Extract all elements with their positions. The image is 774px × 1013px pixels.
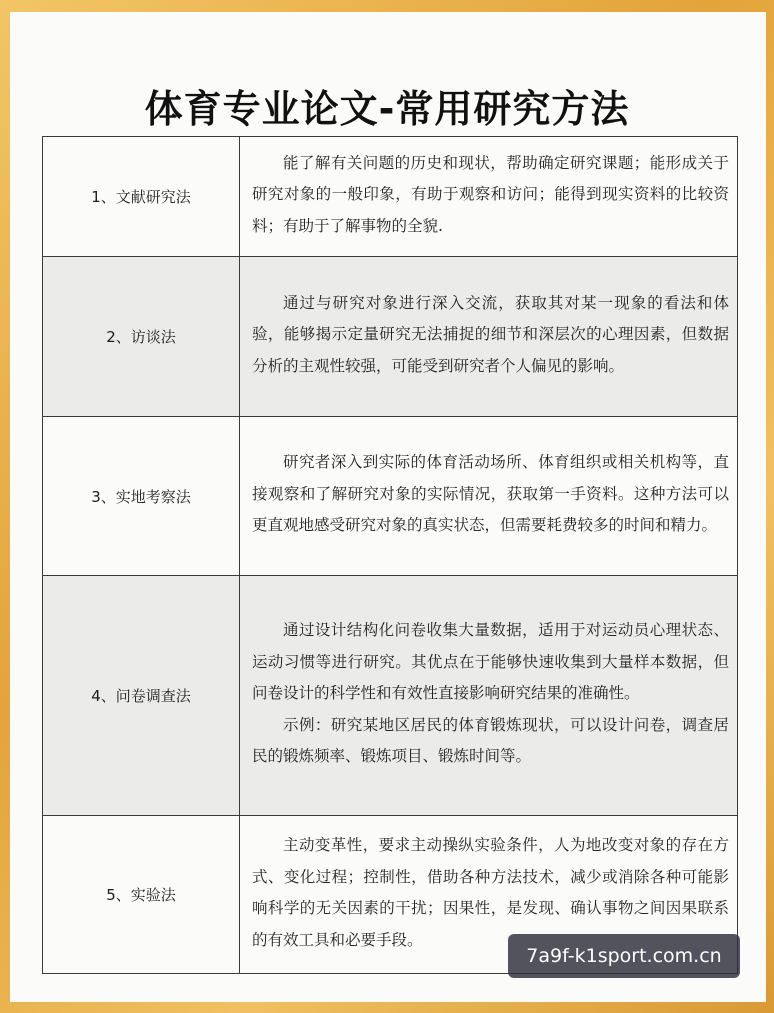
method-description [240,257,738,417]
description-paragraph: 通过设计结构化问卷收集大量数据，适用于对运动员心理状态、运动习惯等进行研究。其优点在于能够快速收集到大量样本数据，但问卷设计的科学性和有效性直接影响研究结果的准确性。 [252,621,729,703]
method-description [240,417,738,576]
watermark-label: 7a9f-k1sport.com.cn [508,934,740,978]
method-name: 2、访谈法 [43,257,240,417]
description-paragraph: 研究者深入到实际的体育活动场所、体育组织或相关机构等，直接观察和了解研究对象的实际情况，获取第一手资料。这种方法可以更直观地感受研究对象的真实状态，但需要耗费较多的时间和精力。 [252,453,729,535]
description-paragraph: 通过与研究对象进行深入交流，获取其对某一现象的看法和体验，能够揭示定量研究无法捕捉的细节和深层次的心理因素，但数据分析的主观性较强，可能受到研究者个人偏见的影响。 [252,293,729,375]
method-name: 1、文献研究法 [43,137,240,257]
table-row [43,257,738,417]
table-row [43,137,738,257]
example-paragraph: 示例：研究某地区居民的体育锻炼现状，可以设计问卷，调查居民的锻炼频率、锻炼项目、锻炼时间等。 [252,715,729,766]
description-paragraph: 能了解有关问题的历史和现状，帮助确定研究课题；能形成关于研究对象的一般印象，有助于观察和访问；能得到现实资料的比较资料；有助于了解事物的全貌. [252,153,729,235]
method-description [240,576,738,816]
method-name: 4、问卷调查法 [43,576,240,816]
page-title: 体育专业论文-常用研究方法 [144,87,630,131]
table-row [43,576,738,816]
methods-table [42,136,738,974]
method-name: 3、实地考察法 [43,417,240,576]
description-paragraph: 主动变革性，要求主动操纵实验条件，人为地改变对象的存在方式、变化过程；控制性，借助各种方法技术，减少或消除各种可能影响科学的无关因素的干扰；因果性，是发现、确认事物之间因果联系的有效工具和必要手段。 [252,836,729,949]
method-name: 5、实验法 [43,816,240,974]
table-row [43,417,738,576]
method-description [240,137,738,257]
